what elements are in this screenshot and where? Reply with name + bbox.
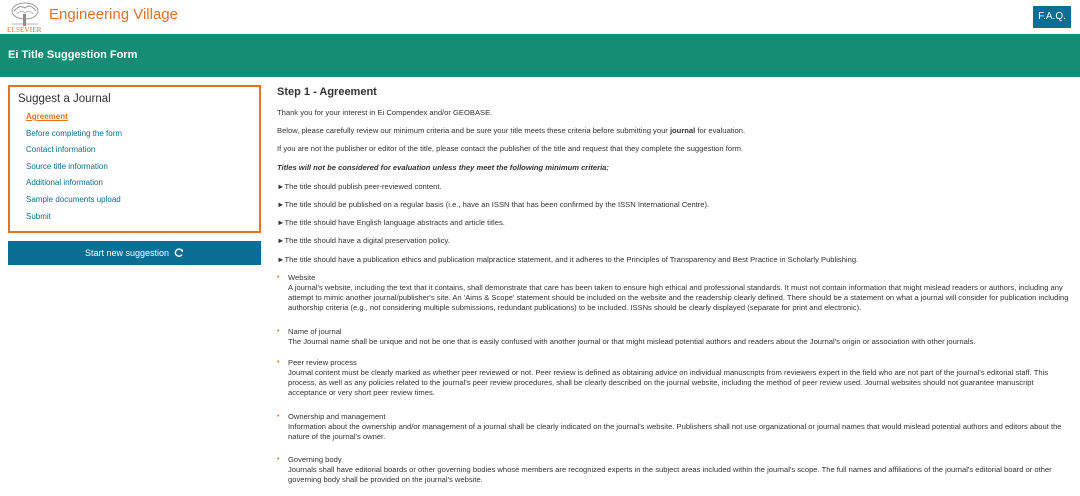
- sidebar-item-sample-documents-upload[interactable]: Sample documents upload: [26, 194, 121, 204]
- form-title-bar: [0, 34, 1080, 77]
- criterion-item: ►The title should publish peer-reviewed content.: [277, 182, 442, 191]
- criterion-item: ►The title should be published on a regular basis (i.e., have an ISSN that has been confirmed by the ISSN International Centre).: [277, 200, 710, 209]
- section-body: Information about the ownership and/or management of a journal shall be clearly indicated on the journal's website. Publishers shall not use organizational or journal names that would mislead potential authors and editors about the nature of the journal's owner.: [288, 422, 1062, 442]
- review-text-bold: journal: [669, 126, 696, 135]
- section-name: Governing body: [288, 455, 342, 464]
- top-header: [0, 0, 1080, 34]
- section-body: A journal's website, including the text that it contains, shall demonstrate that care has been taken to ensure high ethical and professional standards. It must not contain information that might mislead readers or authors, including any attempt to mimic another journal/publisher's site. An 'Aims & Scope' statement should be included on the website and the readership clearly defined. There should be a statement on what a journal will consider for publication including authorship criteria (e.g., not considering multiple submissions, redundant publications) to be included. ISSNs should be clearly displayed (separate for print and electronic).: [288, 283, 1069, 313]
- section-name: Peer review process: [288, 358, 357, 367]
- suggest-journal-panel: [8, 85, 261, 233]
- refresh-icon: [174, 248, 184, 258]
- review-text-pre: Below, please carefully review our minimum criteria and be sure your title meets these criteria before submitting your: [277, 126, 670, 135]
- elsevier-tree-icon: [10, 2, 40, 26]
- start-new-suggestion-button[interactable]: [8, 241, 261, 265]
- step-title: Step 1 - Agreement: [277, 86, 377, 98]
- criteria-heading: Titles will not be considered for evaluation unless they meet the following minimum criteria:: [277, 163, 609, 172]
- sidebar-step-list: [26, 109, 122, 225]
- elsevier-logo[interactable]: [6, 2, 46, 34]
- form-title: Ei Title Suggestion Form: [8, 49, 138, 61]
- bullet-icon: •: [277, 456, 280, 463]
- criterion-item: ►The title should have English language abstracts and article titles.: [277, 218, 505, 227]
- thanks-text: Thank you for your interest in Ei Compendex and/or GEOBASE.: [277, 108, 493, 117]
- sidebar-item-before-completing[interactable]: Before completing the form: [26, 128, 123, 138]
- criterion-item: ►The title should have a digital preservation policy.: [277, 236, 450, 245]
- bullet-icon: •: [277, 413, 280, 420]
- section-name: Ownership and management: [288, 412, 386, 421]
- bullet-icon: •: [277, 328, 280, 335]
- criterion-item: ►The title should have a publication ethics and publication malpractice statement, and it adheres to the Principles of Transparency and Best Practice in Scholarly Publishing.: [277, 255, 859, 264]
- sidebar-item-source-title-information[interactable]: Source title information: [26, 161, 108, 171]
- section-body: Journals shall have editorial boards or other governing bodies whose members are recognized experts in the subject areas included within the journal's scope. The full names and affiliations of the journal's editorial board or other governing body shall be provided on the journal's website.: [288, 465, 1052, 485]
- review-text-post: for evaluation.: [695, 126, 746, 135]
- sidebar-item-contact-information[interactable]: Contact information: [26, 145, 96, 155]
- sidebar-item-additional-information[interactable]: Additional information: [26, 178, 103, 188]
- section-name: Name of journal: [288, 327, 342, 336]
- sidebar-item-submit[interactable]: Submit: [26, 211, 51, 221]
- app-title[interactable]: Engineering Village: [49, 6, 178, 23]
- publisher-text: If you are not the publisher or editor of the title, please contact the publisher of the title and request that they complete the suggestion form.: [277, 144, 744, 153]
- bullet-icon: •: [277, 274, 280, 281]
- agreement-content: [277, 86, 1072, 485]
- section-body: The Journal name shall be unique and not be one that is easily confused with another journal or that might mislead potential authors and readers about the Journal's origin or association with other journals.: [288, 337, 976, 346]
- faq-button[interactable]: F.A.Q.: [1033, 6, 1071, 28]
- start-new-suggestion-label: Start new suggestion: [84, 248, 170, 258]
- sidebar-item-agreement[interactable]: Agreement: [26, 112, 68, 121]
- review-text: [277, 126, 745, 136]
- bullet-icon: •: [277, 359, 280, 366]
- section-name: Website: [288, 273, 316, 282]
- section-body: Journal content must be clearly marked as whether peer reviewed or not. Peer review is defined as obtaining advice on individual manuscripts from reviewers expert in the field who are not part of the journal's editorial staff. This process, as well as any policies related to the journal's peer review procedures, shall be clearly described on the journal website, including the method of peer review used. Journal websites should not guarantee manuscript acceptance or very short peer review times.: [288, 368, 1049, 398]
- logo-wordmark: ELSEVIER: [7, 26, 42, 34]
- sidebar-heading: Suggest a Journal: [18, 93, 111, 105]
